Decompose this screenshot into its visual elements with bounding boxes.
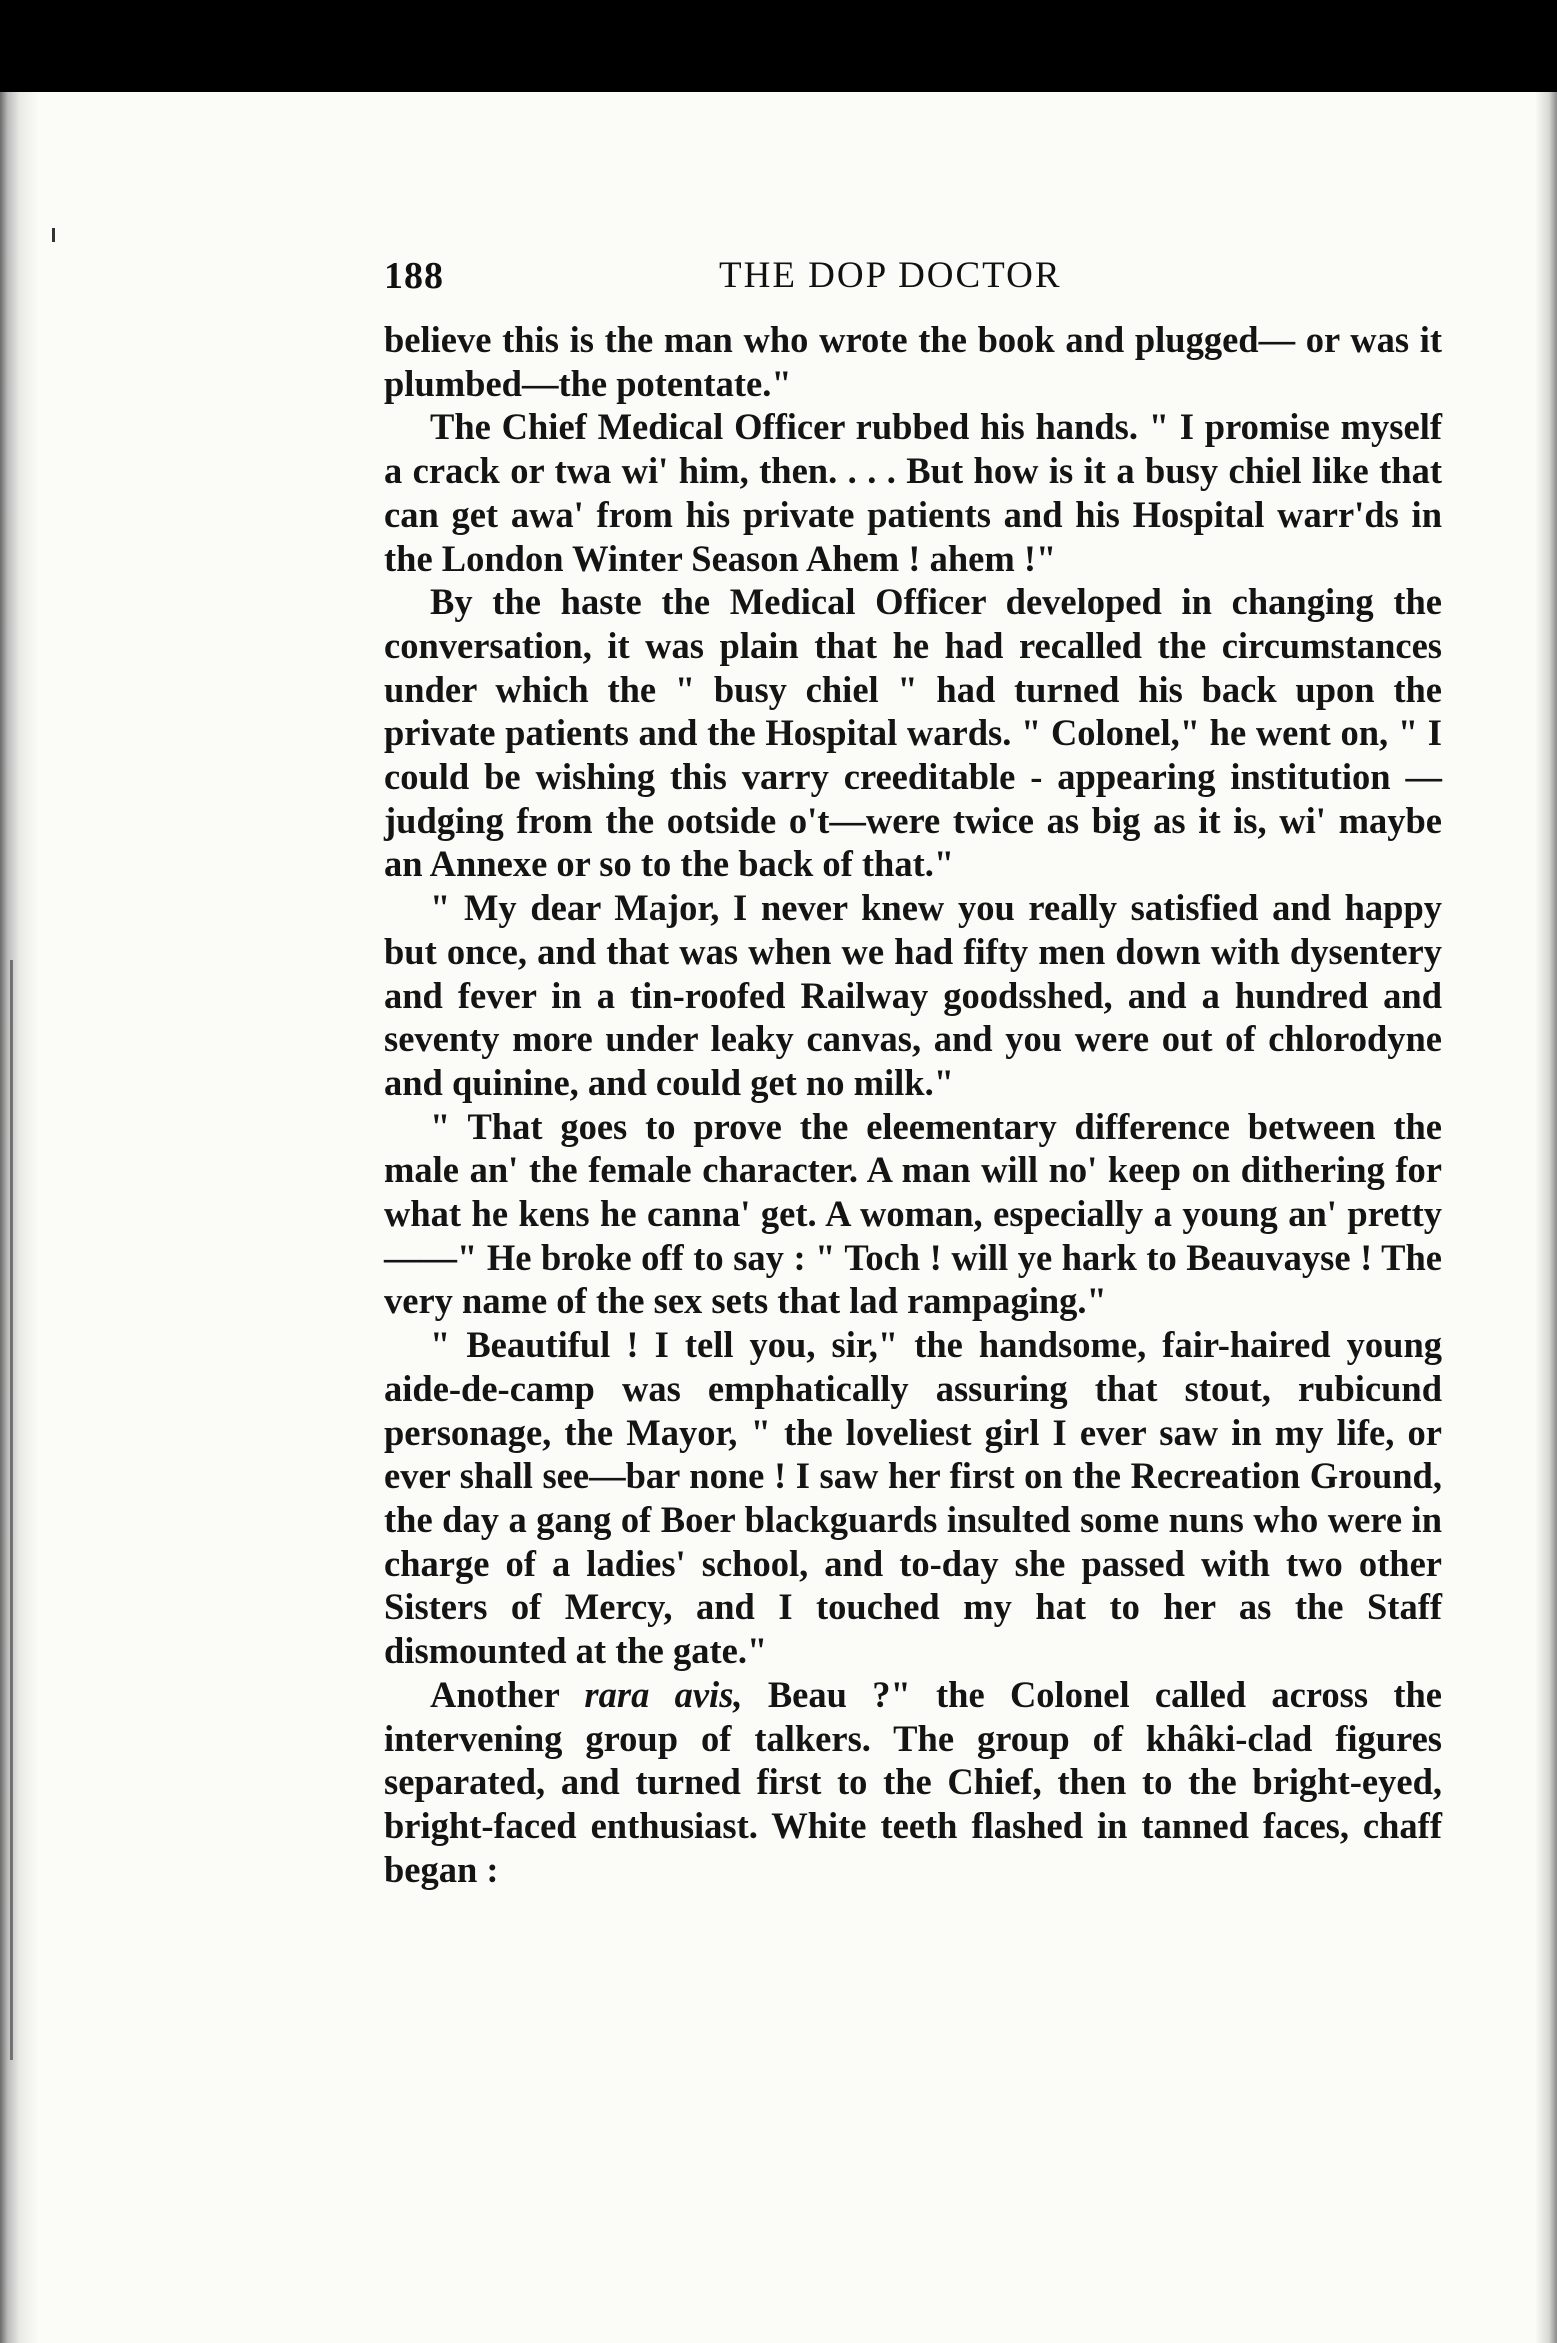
paragraph-last — [384, 1673, 1442, 1892]
binding-gutter — [0, 92, 38, 2343]
italic-phrase: rara avis, — [584, 1673, 743, 1715]
paragraph: " Beautiful ! I tell you, sir," the handsome, fair-haired young aide-de-camp was emphatically assuring that stout, rubicund personage, the Mayor, " the loveliest girl I ever saw in my life, or ever shall see—bar none ! I saw her first on the Recreation Ground, the day a gang of Boer blackguards insulted some nuns who were in charge of a ladies' school, and to-day she passed with two other Sisters of Mercy, and I touched my hat to her as the Staff dismounted at the gate." — [384, 1324, 1442, 1672]
paragraph: The Chief Medical Officer rubbed his hands. " I promise myself a crack or twa wi' him, then. . . . But how is it a busy chiel like that can get awa' from his private patients and his Hospital warr'ds in the London Winter Season Ahem ! ahem !" — [384, 406, 1442, 579]
gutter-shadow-line — [10, 960, 13, 2060]
running-title: THE DOP DOCTOR — [719, 255, 1062, 296]
body-text — [384, 318, 1442, 1891]
paragraph: believe this is the man who wrote the book and plugged— or was it plumbed—the potentate." — [384, 319, 1442, 404]
paragraph: By the haste the Medical Officer developed in changing the conversation, it was plain that he had recalled the circumstances under which the " busy chiel " had turned his back upon the private patients and the Hospital wards. " Colonel," he went on, " I could be wishing this varry creeditable - appearing institution — judging from the ootside o't—were twice as big as it is, wi' maybe an Annexe or so to the back of that." — [384, 581, 1442, 885]
page-number: 188 — [384, 255, 444, 297]
paragraph-last-start: Another — [430, 1673, 585, 1715]
page-header — [384, 254, 1444, 314]
paragraph-last-end: Beau ?" the Colonel called across the intervening group of talkers. The group of khâki-clad figures separated, and turned first to the Chief, then to the bright-eyed, bright-faced enthusiast. White teeth flashed in tanned faces, chaff began : — [384, 1673, 1442, 1890]
page-edge — [1535, 92, 1557, 2343]
paragraph: " My dear Major, I never knew you really satisfied and happy but once, and that was when we had fifty men down with dysentery and fever in a tin-roofed Railway goodsshed, and a hundred and seventy more under leaky canvas, and you were out of chlorodyne and quinine, and could get no milk." — [384, 887, 1442, 1103]
stray-mark — [52, 228, 55, 242]
paragraph: " That goes to prove the eleementary difference between the male an' the female character. A man will no' keep on dithering for what he kens he canna' get. A woman, especially a young an' pretty——" He broke off to say : " Toch ! will ye hark to Beauvayse ! The very name of the sex sets that lad rampaging." — [384, 1105, 1442, 1322]
